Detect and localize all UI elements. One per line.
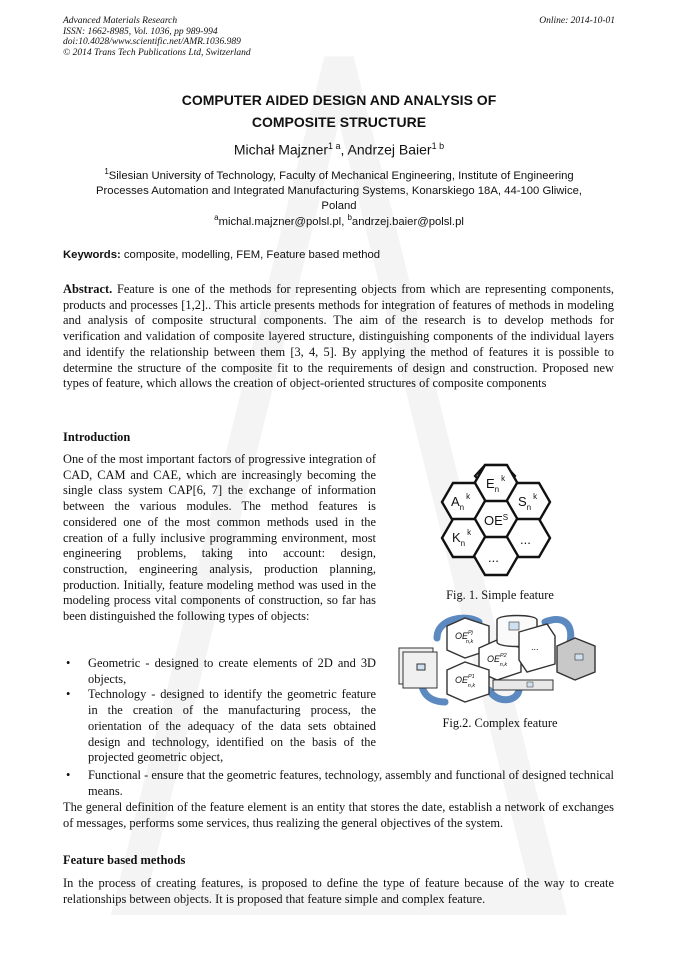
journal-header [63,16,423,58]
affiliation-superscript: 1 [104,167,109,176]
doi-line: doi:10.4028/www.scientific.net/AMR.1036.989 [63,37,241,47]
affiliation-line-2: Processes Automation and Integrated Manufacturing Systems, Konarskiego 18A, 44-100 Gliwice, [95,184,583,197]
emails-line [0,213,678,228]
figure-1-caption: Fig. 1. Simple feature [446,588,554,602]
keywords [63,249,380,261]
feature-methods-heading: Feature based methods [63,853,186,867]
copyright-line: © 2014 Trans Tech Publications Ltd, Switzerland [63,47,251,58]
author-1-superscript: 1 a [328,141,341,151]
label-e: $E_n^k$ [486,474,506,494]
author-1: Michał Majzner [233,141,329,158]
email-separator: , [341,215,348,228]
title-line-1: COMPUTER AIDED DESIGN AND ANALYSIS OF [181,92,497,108]
label-dots-bottom: ... [488,550,499,565]
email-a-superscript: a [214,213,219,222]
closing-paragraph: The general definition of the feature element is an entity that stores the date, establish a network of exchanges of messages, performs some services, thus realizing the general objectives of the system. [63,800,614,830]
abstract-text: Feature is one of the methods for representing objects from which are representing components, products and processes [1,2].. This article presents methods for integration of features of methods in modeling and analysis of composite structural components. The aim of the research is to develop methods for verification and validation of composite layered structure, distinguishing components of the individual layers and identify the relationship between them [3, 4, 5]. By applying the method of features it is possible to determine the structure of the composite fit to the requirements of design and construction. Proposed new types of feature, which allows the creation of object-oriented structures of composite components [63,282,614,391]
introduction-paragraph: One of the most important factors of progressive integration of CAD, CAM and CAE, which are increasingly becoming the single class system CAP[6, 7] the exchange of information between the various modules. The method features is considered one of the most common methods used in the creation of a fully inclusive programming environment, most engineering problems, taking into account: design, construction, engineering analysis, production planning, production. Initially, feature modeling method was used in the modeling process vital components of construction, so far has been distinguished the following types of objects: [63,452,376,624]
email-b[interactable]: andrzej.baier@polsl.pl [351,215,464,228]
figure-1-diagram [434,462,558,578]
authors-line [0,137,678,159]
label-s: $S_n^k$ [518,492,538,512]
abstract [63,282,614,392]
feature-type-list [63,656,376,766]
keywords-text: composite, modelling, FEM, Feature based method [120,249,381,261]
affiliation-line-3: Poland [321,199,357,212]
label-a: $A_n^k$ [451,492,471,512]
figure-2-complex-feature [397,606,617,711]
abstract-label: Abstract. [63,282,113,296]
label-k: $K_n^k$ [452,528,472,548]
feature-type-list-continued [63,768,614,799]
journal-name: Advanced Materials Research [63,16,178,26]
introduction-heading: Introduction [63,430,131,444]
issn-line: ISSN: 1662-8985, Vol. 1036, pp 989-994 [63,26,218,37]
bottom-flat-box [493,680,553,690]
paper-title [0,89,678,133]
feature-methods-paragraph: In the process of creating features, is proposed to define the type of feature because of the way to create relationships between objects. It is proposed that feature simple and complex feature. [63,876,614,906]
affiliation-line-1: Silesian University of Technology, Faculty of Mechanical Engineering, Institute of Engineering [108,169,574,182]
label-oe-pj: $OE^{Pj}$ n,k [455,630,474,645]
label-oes: $OE^S$ [484,513,509,528]
keywords-label: Keywords: [63,249,121,261]
label-oe-p2: $OE^{P2}$ n,k [487,653,508,668]
email-a[interactable]: michal.majzner@polsl.pl [218,215,342,228]
list-item-functional: • Functional - ensure that the geometric features, technology, assembly and functional of designed technical means. [63,768,614,799]
author-separator: , [340,141,348,158]
author-2-superscript: 1 b [431,141,445,151]
online-date: Online: 2014-10-01 [539,16,615,26]
list-item-geometric: • Geometric - designed to create elements of 2D and 3D objects, [63,656,376,687]
label-oe-p1: $OE^{P1}$ n,k [455,674,476,689]
list-item-technology: • Technology - designed to identify the geometric feature in the creation of the manufacturing process, the orientation of the adequacy of the data sets obtained design and technology, identified on the basis of the projected geometric object, [63,687,376,766]
arrow-bottom-center [489,690,519,700]
figure-2-caption: Fig.2. Complex feature [442,716,558,730]
author-2: Andrzej Baier [347,141,432,158]
affiliation [40,164,638,214]
label-dots: ... [531,642,539,652]
email-b-superscript: b [347,213,352,222]
title-line-2: COMPOSITE STRUCTURE [251,114,427,130]
label-dots-right: ... [520,532,531,547]
